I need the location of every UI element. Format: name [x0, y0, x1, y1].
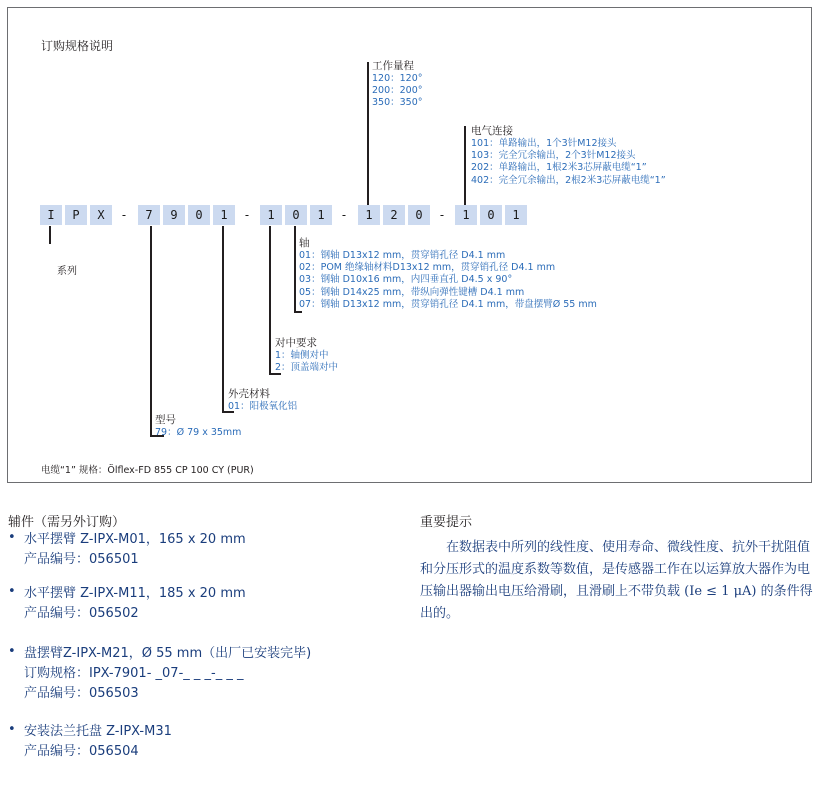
- bullet: •: [8, 722, 16, 737]
- centering-title: 对中要求: [275, 337, 317, 349]
- notes-body: 在数据表中所列的线性度、使用寿命、微线性度、抗外干扰阻值和分压形式的温度系数等数值，是传感器工作在以运算放大器作为电压输出器输出电压给滑刷，且滑刷上不带负载 (Ie ≤ 1 μA) 的条件得出的。: [420, 540, 813, 621]
- working-range-item: 120：120°: [372, 73, 423, 84]
- code-cell: 1: [358, 205, 380, 225]
- code-cell: 9: [163, 205, 185, 225]
- bullet: •: [8, 584, 16, 599]
- list-item: [8, 530, 311, 570]
- electrical-item: 202：单路输出，1根2米3芯屏蔽电缆“1”: [471, 162, 647, 174]
- accessory-part-number: 产品编号：056504: [24, 744, 139, 759]
- accessory-name: 水平摆臂 Z-IPX-M11，185 x 20 mm: [24, 586, 246, 601]
- notes-title: 重要提示: [420, 515, 473, 530]
- model-block: [155, 414, 241, 439]
- housing-item: 01：阳极氧化铝: [228, 401, 298, 412]
- accessory-name: 水平摆臂 Z-IPX-M01，165 x 20 mm: [24, 532, 246, 547]
- accessory-order-code: 订购规格：IPX-7901- _07-_ _ _-_ _ _: [24, 666, 244, 681]
- code-cell: 1: [260, 205, 282, 225]
- diagram-title: 订购规格说明: [41, 39, 114, 53]
- shaft-item: 01：钢轴 D13x12 mm，贯穿销孔径 D4.1 mm: [299, 250, 506, 261]
- bullet: •: [8, 530, 16, 545]
- shaft-connector: [294, 226, 296, 312]
- code-cell: X: [90, 205, 112, 225]
- code-dash: -: [438, 208, 446, 222]
- code-dash: -: [243, 208, 251, 222]
- code-cell: 1: [455, 205, 477, 225]
- accessories-title: 辅件（需另外订购）: [8, 515, 126, 530]
- shaft-block: [299, 236, 597, 311]
- shaft-item: 02：POM 绝缘轴材料D13x12 mm，贯穿销孔径 D4.1 mm: [299, 262, 556, 274]
- working-range-item: 350：350°: [372, 97, 423, 109]
- code-cell: 0: [188, 205, 210, 225]
- centering-item: 2：顶盖端对中: [275, 362, 339, 374]
- electrical-item: 103：完全冗余输出，2个3针M12接头: [471, 150, 636, 162]
- accessory-part-number: 产品编号：056503: [24, 686, 139, 701]
- series-connector: [49, 226, 51, 244]
- accessory-name: 安装法兰托盘 Z-IPX-M31: [24, 724, 172, 739]
- list-item: [8, 722, 311, 762]
- centering-block: [275, 337, 338, 374]
- code-cell: 0: [408, 205, 430, 225]
- accessories-list: [8, 530, 311, 776]
- working-range-connector: [367, 62, 369, 205]
- code-dash: -: [340, 208, 348, 222]
- housing-block: [228, 388, 297, 413]
- electrical-connector: [464, 126, 466, 205]
- shaft-item: 07：钢轴 D13x12 mm，贯穿销孔径 D4.1 mm，带盘摆臂Ø 55 mm: [299, 298, 597, 310]
- centering-connector: [269, 226, 271, 374]
- code-cell: 7: [138, 205, 160, 225]
- code-cell: P: [65, 205, 87, 225]
- housing-title: 外壳材料: [228, 388, 270, 400]
- electrical-item: 402：完全冗余输出，2根2米3芯屏蔽电缆“1”: [471, 174, 666, 186]
- centering-item: 1：轴侧对中: [275, 350, 329, 361]
- housing-connector: [222, 226, 224, 412]
- shaft-title: 轴: [299, 237, 310, 249]
- cable-note: 电缆“1” 规格：Ölflex-FD 855 CP 100 CY (PUR): [41, 465, 254, 476]
- list-item: [8, 584, 311, 624]
- accessory-part-number: 产品编号：056501: [24, 552, 139, 567]
- working-range-item: 200：200°: [372, 85, 423, 97]
- shaft-item: 05：钢轴 D14x25 mm，带纵向弹性键槽 D4.1 mm: [299, 286, 525, 298]
- bullet: •: [8, 644, 16, 659]
- shaft-item: 03：钢轴 D10x16 mm，内四垂直孔 D4.5 x 90°: [299, 274, 513, 286]
- electrical-title: 电气连接: [471, 125, 513, 137]
- working-range-title: 工作量程: [372, 60, 414, 72]
- code-cell: 1: [310, 205, 332, 225]
- series-label: 系列: [57, 266, 77, 277]
- code-cell: 0: [285, 205, 307, 225]
- accessory-part-number: 产品编号：056502: [24, 606, 139, 621]
- shaft-connector-tick: [294, 311, 302, 313]
- code-dash: -: [120, 208, 128, 222]
- model-title: 型号: [155, 414, 176, 426]
- code-cell: 1: [213, 205, 235, 225]
- electrical-block: [471, 125, 666, 187]
- list-item: [8, 644, 311, 704]
- code-cell: 0: [480, 205, 502, 225]
- working-range-block: [372, 60, 423, 110]
- electrical-item: 101：单路输出，1个3针M12接头: [471, 138, 617, 149]
- code-cell: 2: [383, 205, 405, 225]
- accessory-name: 盘摆臂Z-IPX-M21，Ø 55 mm（出厂已安装完毕): [24, 646, 312, 661]
- model-item: 79：Ø 79 x 35mm: [155, 427, 242, 438]
- code-cell: I: [40, 205, 62, 225]
- model-connector: [150, 226, 152, 436]
- code-cell: 1: [505, 205, 527, 225]
